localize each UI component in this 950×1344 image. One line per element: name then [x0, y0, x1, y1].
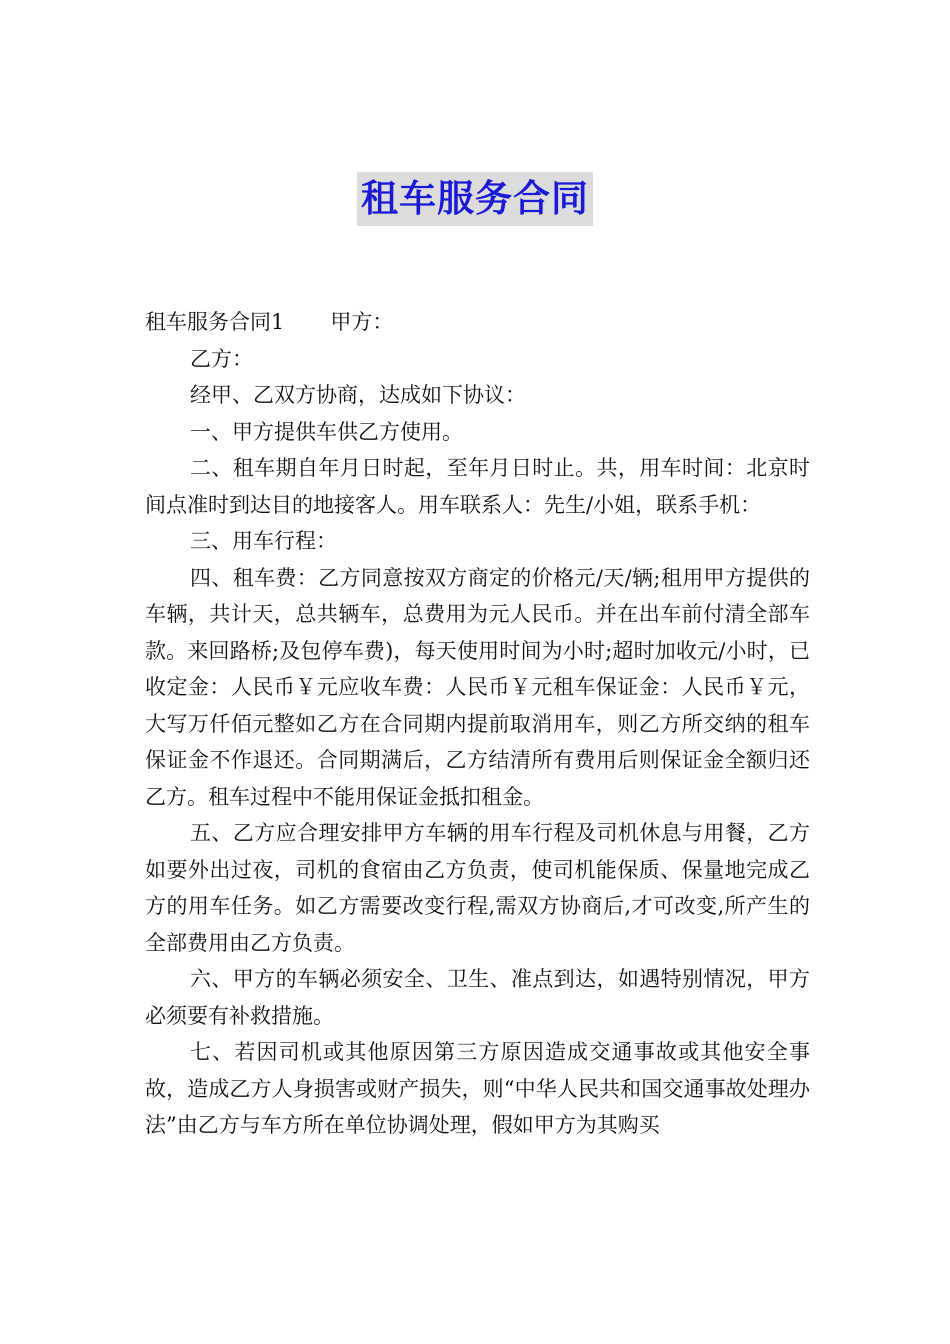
party-a-label: 甲方：: [330, 310, 394, 334]
clause-2: 二、租车期自年月日时起，至年月日时止。共，用车时间：北京时间点准时到达目的地接客人。用车联系人：先生/小姐，联系手机：: [145, 456, 810, 517]
clause-7: 七、若因司机或其他原因第三方原因造成交通事故或其他安全事故，造成乙方人身损害或财产损失，则“中华人民共和国交通事故处理办法”由乙方与车方所在单位协调处理，假如甲方为其购买: [145, 1040, 810, 1137]
document-title: 租车服务合同: [357, 172, 593, 226]
document-body: [145, 304, 810, 1144]
clause-5: 五、乙方应合理安排甲方车辆的用车行程及司机休息与用餐，乙方如要外出过夜，司机的食宿由乙方负责，使司机能保质、保量地完成乙方的用车任务。如乙方需要改变行程,需双方协商后,才可改变,所产生的全部费用由乙方负责。: [145, 821, 810, 955]
clause-3: 三、用车行程：: [190, 529, 337, 553]
contract-label: 租车服务合同1: [145, 310, 285, 334]
title-container: [0, 172, 950, 226]
clause-4: 四、租车费：乙方同意按双方商定的价格元/天/辆;租用甲方提供的车辆，共计天，总共辆车，总费用为元人民币。并在出车前付清全部车款。来回路桥;及包停车费)，每天使用时间为小时;超时加收元/小时，已收定金：人民币￥元应收车费：人民币￥元租车保证金：人民币￥元，大写万仟佰元整如乙方在合同期内提前取消用车，则乙方所交纳的租车保证金不作退还。合同期满后，乙方结清所有费用后则保证金全额归还乙方。租车过程中不能用保证金抵扣租金。: [145, 565, 810, 809]
clause-1: 一、甲方提供车供乙方使用。: [190, 419, 463, 444]
party-b-label: 乙方：: [190, 346, 253, 371]
clause-6: 六、甲方的车辆必须安全、卫生、准点到达，如遇特别情况，甲方必须要有补救措施。: [145, 967, 810, 1028]
intro-paragraph: 经甲、乙双方协商，达成如下协议：: [190, 383, 526, 407]
heading-line: [145, 304, 810, 341]
